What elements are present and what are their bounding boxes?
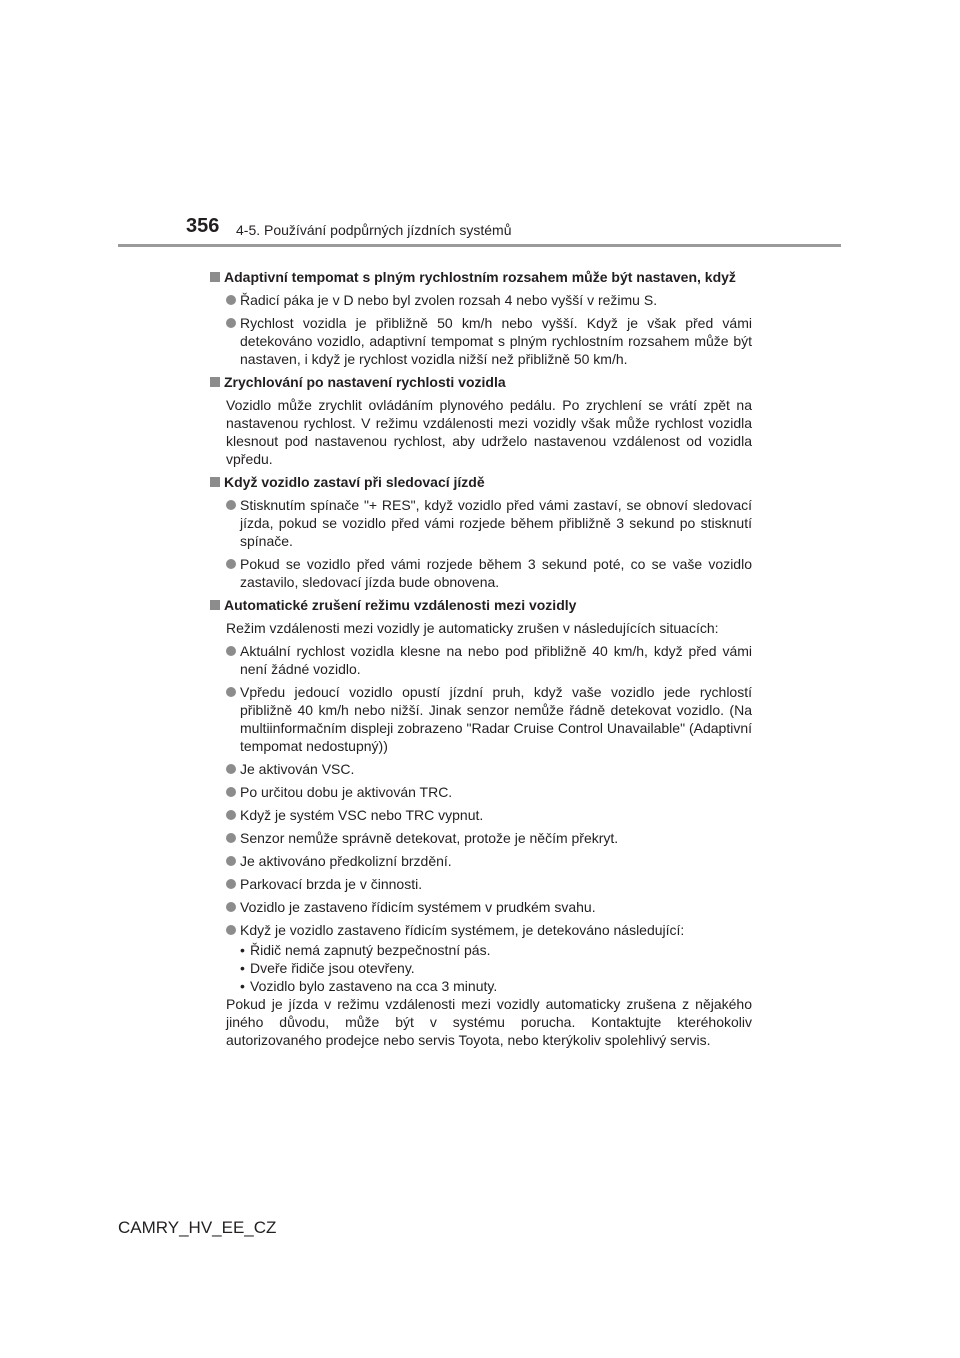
section-auto-cancel <box>210 596 752 1049</box>
square-bullet-icon <box>210 272 220 282</box>
list-item: Řadicí páka je v D nebo byl zvolen rozsah 4 nebo vyšší v režimu S. <box>226 291 752 309</box>
section-title: Když vozidlo zastaví při sledovací jízdě <box>224 474 485 490</box>
section-title: Automatické zrušení režimu vzdálenosti mezi vozidly <box>224 597 577 613</box>
section-title: Adaptivní tempomat s plným rychlostním rozsahem může být nastaven, když <box>224 269 736 285</box>
circle-bullet-icon <box>226 879 236 889</box>
small-dot-icon: • <box>240 960 245 976</box>
list-item: Parkovací brzda je v činnosti. <box>226 875 752 893</box>
circle-bullet-icon <box>226 646 236 656</box>
small-dot-icon: • <box>240 942 245 958</box>
circle-bullet-icon <box>226 559 236 569</box>
paragraph: Režim vzdálenosti mezi vozidly je automaticky zrušen v následujících situacích: <box>226 620 719 636</box>
list-item: Když je vozidlo zastaveno řídicím systémem, je detekováno následující: <box>226 921 752 939</box>
square-bullet-icon <box>210 477 220 487</box>
section-adaptive-cruise-conditions <box>210 268 752 368</box>
list-item: Pokud se vozidlo před vámi rozjede během 3 sekund poté, co se vaše vozidlo zastavilo, sledovací jízda bude obnovena. <box>226 555 752 591</box>
section-stop-follow <box>210 473 752 591</box>
document-code: CAMRY_HV_EE_CZ <box>118 1218 277 1237</box>
square-bullet-icon <box>210 600 220 610</box>
list-item: Je aktivováno předkolizní brzdění. <box>226 852 752 870</box>
list-item: Rychlost vozidla je přibližně 50 km/h nebo vyšší. Když je však před vámi detekováno vozidlo, adaptivní tempomat s plným rychlostním rozsahem může být nastaven, i když je rychlost vozidla nižší než přibližně 50 km/h. <box>226 314 752 368</box>
circle-bullet-icon <box>226 295 236 305</box>
small-dot-icon: • <box>240 978 245 994</box>
list-item: Když je systém VSC nebo TRC vypnut. <box>226 806 752 824</box>
circle-bullet-icon <box>226 764 236 774</box>
circle-bullet-icon <box>226 925 236 935</box>
page-number: 356 <box>186 215 220 237</box>
circle-bullet-icon <box>226 687 236 697</box>
sub-bullet-list <box>240 941 752 995</box>
bullet-list <box>210 642 752 939</box>
section-acceleration <box>210 373 752 468</box>
circle-bullet-icon <box>226 318 236 328</box>
closing-note: Pokud je jízda v režimu vzdálenosti mezi vozidly automaticky zrušena z nějakého jiného důvodu, může být v systému porucha. Kontaktujte kteréhokoliv autorizovaného prodejce nebo servis Toyota, nebo kterýkoliv spolehlivý servis. <box>226 996 752 1048</box>
circle-bullet-icon <box>226 810 236 820</box>
main-content <box>210 268 752 1054</box>
circle-bullet-icon <box>226 787 236 797</box>
header-divider <box>118 244 841 247</box>
list-item: Vpředu jedoucí vozidlo opustí jízdní pruh, když vaše vozidlo jede rychlostí přibližně 40 km/h nebo nižší. Jinak senzor nemůže řádně detekovat vozidlo. (Na multiinformačním displeji zobrazeno "Radar Cruise Control Unavailable" (Adaptivní tempomat nedostupný)) <box>226 683 752 755</box>
list-item: Aktuální rychlost vozidla klesne na nebo pod přibližně 40 km/h, když před vámi není žádné vozidlo. <box>226 642 752 678</box>
section-title: Zrychlování po nastavení rychlosti vozidla <box>224 374 506 390</box>
bullet-list <box>210 291 752 368</box>
list-item: Senzor nemůže správně detekovat, protože je něčím překryt. <box>226 829 752 847</box>
bullet-list <box>210 496 752 591</box>
sub-list-item: • Řidič nemá zapnutý bezpečnostní pás. <box>240 942 491 958</box>
chapter-title: 4-5. Používání podpůrných jízdních systémů <box>236 222 512 238</box>
list-item: Stisknutím spínače "+ RES", když vozidlo před vámi zastaví, se obnoví sledovací jízda, pokud se vozidlo před vámi rozjede během přibližně 3 sekund po stisknutí spínače. <box>226 496 752 550</box>
circle-bullet-icon <box>226 833 236 843</box>
square-bullet-icon <box>210 377 220 387</box>
circle-bullet-icon <box>226 500 236 510</box>
list-item: Je aktivován VSC. <box>226 760 752 778</box>
list-item: Vozidlo je zastaveno řídicím systémem v prudkém svahu. <box>226 898 752 916</box>
circle-bullet-icon <box>226 902 236 912</box>
sub-list-item: • Dveře řidiče jsou otevřeny. <box>240 960 415 976</box>
sub-list-item: • Vozidlo bylo zastaveno na cca 3 minuty. <box>240 978 498 994</box>
circle-bullet-icon <box>226 856 236 866</box>
list-item: Po určitou dobu je aktivován TRC. <box>226 783 752 801</box>
paragraph: Vozidlo může zrychlit ovládáním plynového pedálu. Po zrychlení se vrátí zpět na nastavenou rychlost. V režimu vzdálenosti mezi vozidly však může rychlost vozidla klesnout pod nastavenou rychlost, aby udrželo nastavenou vzdálenost od vozidla vpředu. <box>226 397 752 467</box>
